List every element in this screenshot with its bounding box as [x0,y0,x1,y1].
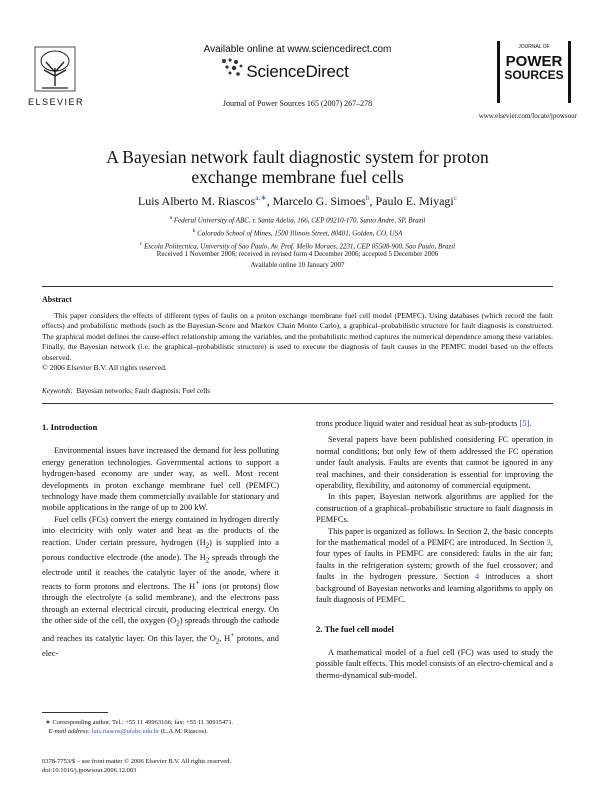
r-p4-b: , four types of faults in PEMFC are considered: faults in the air fan; faults in the refrigeration system; growth of the fuel crossover; and faults in the hydrogen pressure. Section [316,538,553,582]
footnote-email-label: E-mail address: [48,728,90,735]
affiliation-a-sup: a [169,215,173,221]
section-2-heading: 2. The fuel cell model [316,623,394,634]
right-paragraph-5: A mathematical model of a fuel cell (FC) was used to study the possible fault effects. This model consists of an electro-chemical and a thermo-dynamical sub-model. [316,647,553,680]
front-matter [42,757,342,775]
keywords-label: Keywords: [42,387,73,395]
footnote-email-link[interactable]: luis.riascos@ufabc.edu.br [89,728,160,735]
right-paragraph-1 [316,418,553,429]
dates-received: Received 1 November 2006; received in revised form 4 December 2006; accepted 5 December 2006 [156,250,439,258]
elsevier-tree-icon [34,46,76,92]
keywords-text: Bayesian networks; Fault diagnosis; Fuel cells [76,387,211,395]
h-plus-sup: + [230,631,235,640]
abstract-copyright: © 2006 Elsevier B.V. All rights reserved. [42,363,167,373]
article-dates [60,249,535,270]
footnote-rule [42,712,108,713]
p2-part-a: Fuel cells (FCs) convert the energy contained in hydrogen directly into electricity with only water and heat as the products of the reaction. Under certain pressure, hydrogen (H [42,514,279,547]
affiliation-b [60,226,535,239]
doi-link[interactable]: doi:10.1016/j.jpowsour.2006.12.003 [42,767,137,774]
front-matter-line-1: 0378-7753/$ – see front matter © 2006 Elsevier B.V. All rights reserved. [42,758,231,765]
intro-paragraph-2 [42,514,279,660]
author-list [60,193,535,209]
affiliation-b-sup: b [192,227,196,234]
section-4-link[interactable]: 4 [475,572,480,582]
p2-part-b: ) is supplied into a porous conductive electrode (the anode). The H [42,537,279,562]
o2-sub: 2 [176,619,180,628]
footnote-line-2 [42,727,302,736]
title-line-2: exchange membrane fuel cells [191,167,404,187]
affiliations [60,213,535,251]
affiliation-a [60,213,535,226]
p2-part-g: protons, and elec- [42,634,279,659]
h-plus-sup: + [195,579,200,588]
sciencedirect-logo: ScienceDirect [246,62,349,81]
title-line-1: A Bayesian network fault diagnostic system for proton [106,147,489,167]
footnote-line-1 [42,718,302,727]
journal-url[interactable]: www.elsevier.com/locate/jpowsour [478,112,577,120]
right-column [316,418,553,681]
dates-online: Available online 10 January 2007 [250,260,345,269]
p2-part-c: spreads through the electrode until it reaches the catalytic layer of the anode, where it reacts to form protons and electrons. The H [42,552,280,592]
affiliation-c-sup: c [139,240,143,247]
affiliation-a-text: Federal University of ABC, r. Santa Adelia, 166, CEP 09210-170, Santo Andre, SP, Brazil [172,216,426,225]
footnote [42,718,302,736]
abstract-top-rule [42,286,553,287]
r-p4-a: This paper is organized as follows. In Section 2, the basic concepts for the mathematical model of a PEMFC are introduced. In Section [316,526,553,548]
abstract-bottom-rule [42,403,553,404]
journal-logo-power: POWER [505,53,563,70]
publisher-name: ELSEVIER [27,97,85,107]
paper-title [80,147,515,187]
r-p1-b: . [529,419,532,428]
section-3-link[interactable]: 3 [546,538,551,548]
journal-logo [497,41,571,103]
journal-logo-top: JOURNAL OF [518,44,550,50]
intro-paragraph-1: Environmental issues have increased the demand for less polluting energy generation technologies. Governmental actions to support a hydrogen-based economy are under way, as well. Most recent developments in proton exchange membrane fuel cell (PEMFC) technology have made them commercially available for stationary and mobile applications in the range of up to 200 kW. [42,446,279,513]
footnote-email-name: (L.A.M. Riascos). [159,728,208,735]
h2-sub: 2 [205,556,210,565]
left-column [42,422,279,660]
journal-reference: Journal of Power Sources 165 (2007) 267–278 [222,99,373,108]
author-1-sup[interactable]: a,∗ [255,193,267,202]
author-sep-1: , [266,194,273,208]
r-p4-c: introduces a short background of Bayesian networks and learning algorithms to apply on fault diagnosis of PEMFC. [316,572,553,605]
keywords [42,387,210,395]
abstract-body [42,311,553,373]
right-paragraph-4 [316,526,553,606]
affiliation-c-text: Escola Politecnica, University of Sao Paulo, Av. Prof. Mello Moraes, 2231, CEP 05508-900, Sao Paulo, Brazil [142,241,456,250]
journal-logo-sources: SOURCES [504,68,564,82]
author-3-sup[interactable]: c [453,193,458,202]
abstract-text: This paper considers the effects of different types of faults on a proton exchange membrane fuel cell model (PEMFC). Using databases (which record the fault effects) and probabilistic methods (such as the Bayesian-Score and Markov Chain Monte Carlo), a graphical–probabilistic structure for fault diagnosis is constructed. The graphical model defines the cause-effect relationship among the variables, and the probabilistic method captures the numerical dependence among these variables. Finally, the Bayesian network (i.e. the graphical–probabilistic structure) is used to execute the diagnosis of fault causes in the PEMFC model based on the effects observed. [42,311,553,362]
p2-part-d: ions (or protons) flow through the electrolyte (a solid membrane), and the electrons pass through an external electrical circuit, producing electrical energy. On the other side of the cell, the oxygen (O [42,582,280,626]
author-1: Luis Alberto M. Riascos [137,194,256,208]
section-1-heading: 1. Introduction [42,422,98,432]
footnote-mark: ∗ [45,719,51,726]
p2-part-e: ) spreads through the cathode and reaches its catalytic layer. On this layer, the O [42,616,280,644]
footnote-contact: Corresponding author. Tel.: +55 11 49963166; fax: +55 11 30915471. [50,719,234,726]
author-2: Marcelo G. Simoes [272,194,366,208]
right-paragraph-3: In this paper, Bayesian network algorithms are applied for the construction of a graphical–probabilistic structure to fault diagnosis in PEMFCs. [316,492,553,525]
author-2-sup[interactable]: b [365,193,370,202]
author-3: Paulo E. Miyagi [375,194,454,208]
right-paragraph-2: Several papers have been published considering FC operation in normal conditions; but only few of them addressed the FC operation under fault analysis. Faults are events that cannot be ignored in any real machines, and their consideration is essential for improving the operability, flexibility, and autonomy of commercial equipment. [316,435,553,491]
available-online-text: Available online at www.sciencedirect.com [203,44,392,55]
citation-5-link[interactable]: [5] [519,419,530,428]
author-sep-2: , [369,194,376,208]
h2-sub: 2 [205,541,210,550]
r-p1-a: trons produce liquid water and residual heat as sub-products [316,419,520,428]
o2-sub: 2 [215,637,220,646]
p2-part-f: , H [219,634,231,644]
abstract-heading: Abstract [42,295,72,304]
affiliation-b-text: Colorado School of Mines, 1500 Illinois Street, 80401, Golden, CO, USA [195,229,403,238]
